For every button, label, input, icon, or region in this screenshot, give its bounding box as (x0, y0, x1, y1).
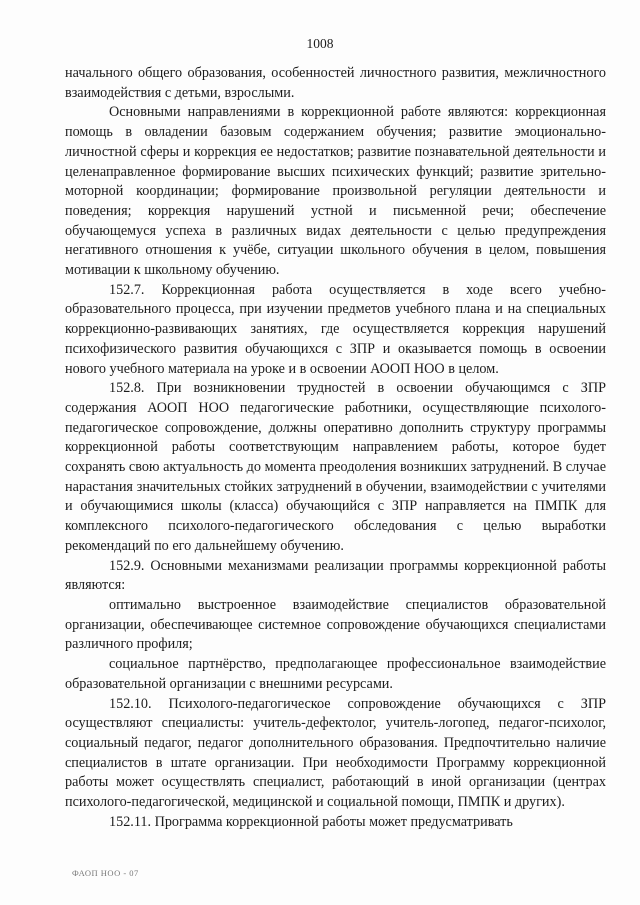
paragraph-152-10: 152.10. Психолого-педагогическое сопровождение обучающихся с ЗПР осуществляют специалисты: учитель-дефектолог, учитель-логопед, педагог-психолог, социальный педагог, педагог дополнительного образования. Предпочтительно наличие специалистов в штате организации. При необходимости Программу коррекционной работы может осуществлять специалист, работающий в иной организации (центрах психолого-педагогической, медицинской и социальной помощи, ПМПК и других). (65, 695, 606, 811)
paragraph: Основными направлениями в коррекционной работе являются: коррекционная помощь в овладении базовым содержанием обучения; развитие эмоционально-личностной сферы и коррекция ее недостатков; развитие познавательной деятельности и целенаправленное формирование высших психических функций; развитие зрительно-моторной координации; формирование произвольной регуляции деятельности и поведения; коррекция нарушений устной и письменной речи; обеспечение обучающемуся успеха в различных видах деятельности с целью предупреждения негативного отношения к учёбе, ситуации школьного обучения в целом, повышения мотивации к школьному обучению. (65, 104, 606, 279)
page-number: 1008 (306, 36, 334, 51)
paragraph-152-7: 152.7. Коррекционная работа осуществляется в ходе всего учебно-образовательного процесса, при изучении предметов учебного плана и на специальных коррекционно-развивающих занятиях, где осуществляется коррекция нарушений психофизического развития обучающихся с ЗПР и оказывается помощь в освоении нового учебного материала на уроке и в освоении АООП НОО в целом. (65, 281, 606, 377)
footer-mark: ФАОП НОО - 07 (72, 868, 139, 878)
list-item-mechanism: социальное партнёрство, предполагающее профессиональное взаимодействие образовательной организации с внешними ресурсами. (65, 656, 606, 692)
paragraph: начального общего образования, особенностей личностного развития, межличностного взаимодействия с детьми, взрослыми. (65, 65, 606, 101)
paragraph-152-11: 152.11. Программа коррекционной работы может предусматривать (109, 813, 513, 830)
document-body (65, 64, 606, 832)
paragraph-152-9: 152.9. Основными механизмами реализации программы коррекционной работы являются: (65, 557, 606, 594)
paragraph-152-8: 152.8. При возникновении трудностей в освоении обучающимся с ЗПР содержания АООП НОО педагогические работники, осуществляющие психолого-педагогическое сопровождение, должны оперативно дополнить структуру программы коррекционной работы соответствующим направлением работы, которое будет сохранять свою актуальность до момента преодоления возникших затруднений. В случае нарастания значительных стойких затруднений в обучении, взаимодействии с учителями и обучающимися школы (класса) обучающийся с ЗПР направляется на ПМПК для комплексного психолого-педагогического обследования с целью выработки рекомендаций по его дальнейшему обучению. (65, 380, 606, 554)
list-item-mechanism: оптимально выстроенное взаимодействие специалистов образовательной организации, обеспечивающее системное сопровождение обучающихся специалистами различного профиля; (65, 596, 606, 653)
